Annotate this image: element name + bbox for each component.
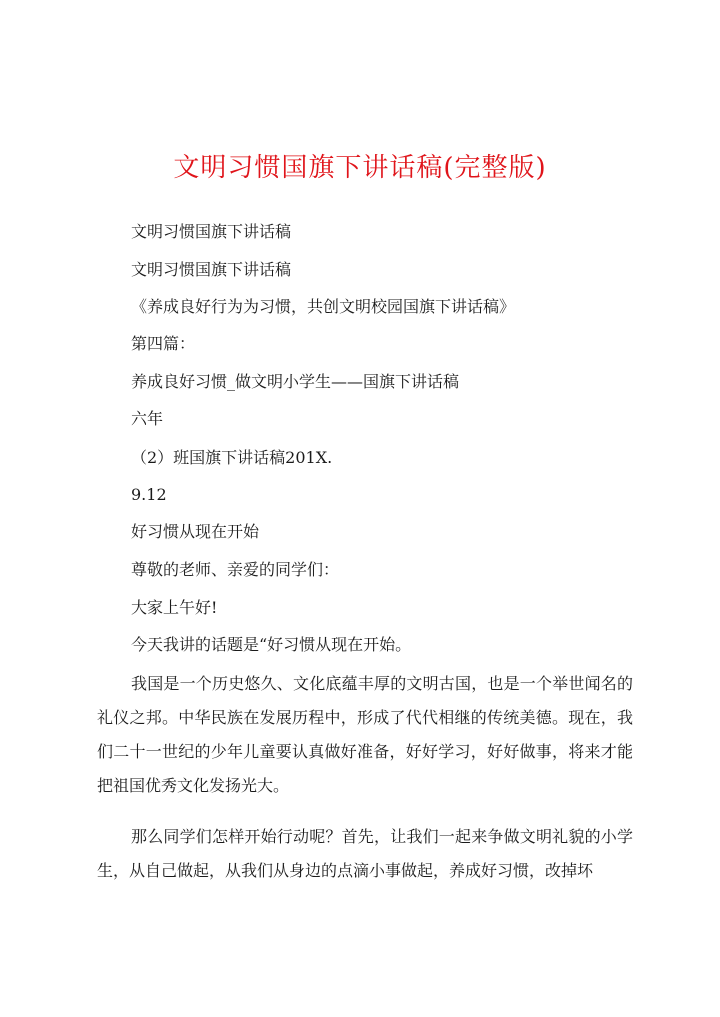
body-paragraph: 那么同学们怎样开始行动呢？首先，让我们一起来争做文明礼貌的小学生，从自己做起，从我们从身边的点滴小事做起，养成好习惯，改掉坏 [97, 827, 633, 880]
text-line: 今天我讲的话题是“好习惯从现在开始。 [131, 635, 412, 654]
text-line: 养成良好习惯_做文明小学生——国旗下讲话稿 [131, 372, 460, 391]
text-line: （2）班国旗下讲话稿201X. [131, 448, 333, 467]
text-line: 六年 [131, 409, 164, 428]
text-line: 第四篇： [131, 334, 196, 353]
text-line: 文明习惯国旗下讲话稿 [131, 222, 292, 241]
text-line: 文明习惯国旗下讲话稿 [131, 260, 292, 279]
text-line: 大家上午好! [131, 598, 218, 617]
text-line: 好习惯从现在开始 [131, 522, 260, 541]
body-paragraph: 我国是一个历史悠久、文化底蕴丰厚的文明古国，也是一个举世闻名的礼仪之邦。中华民族在发展历程中，形成了代代相继的传统美德。现在，我们二十一世纪的少年儿童要认真做好准备，好好学习，好好做事，将来才能把祖国优秀文化发扬光大。 [97, 674, 633, 795]
text-line: 《养成良好行为为习惯，共创文明校园国旗下讲话稿》 [131, 297, 516, 316]
text-line: 尊敬的老师、亲爱的同学们： [131, 560, 340, 579]
text-line: 9.12 [131, 485, 167, 504]
document-title: 文明习惯国旗下讲话稿(完整版) [173, 153, 547, 183]
